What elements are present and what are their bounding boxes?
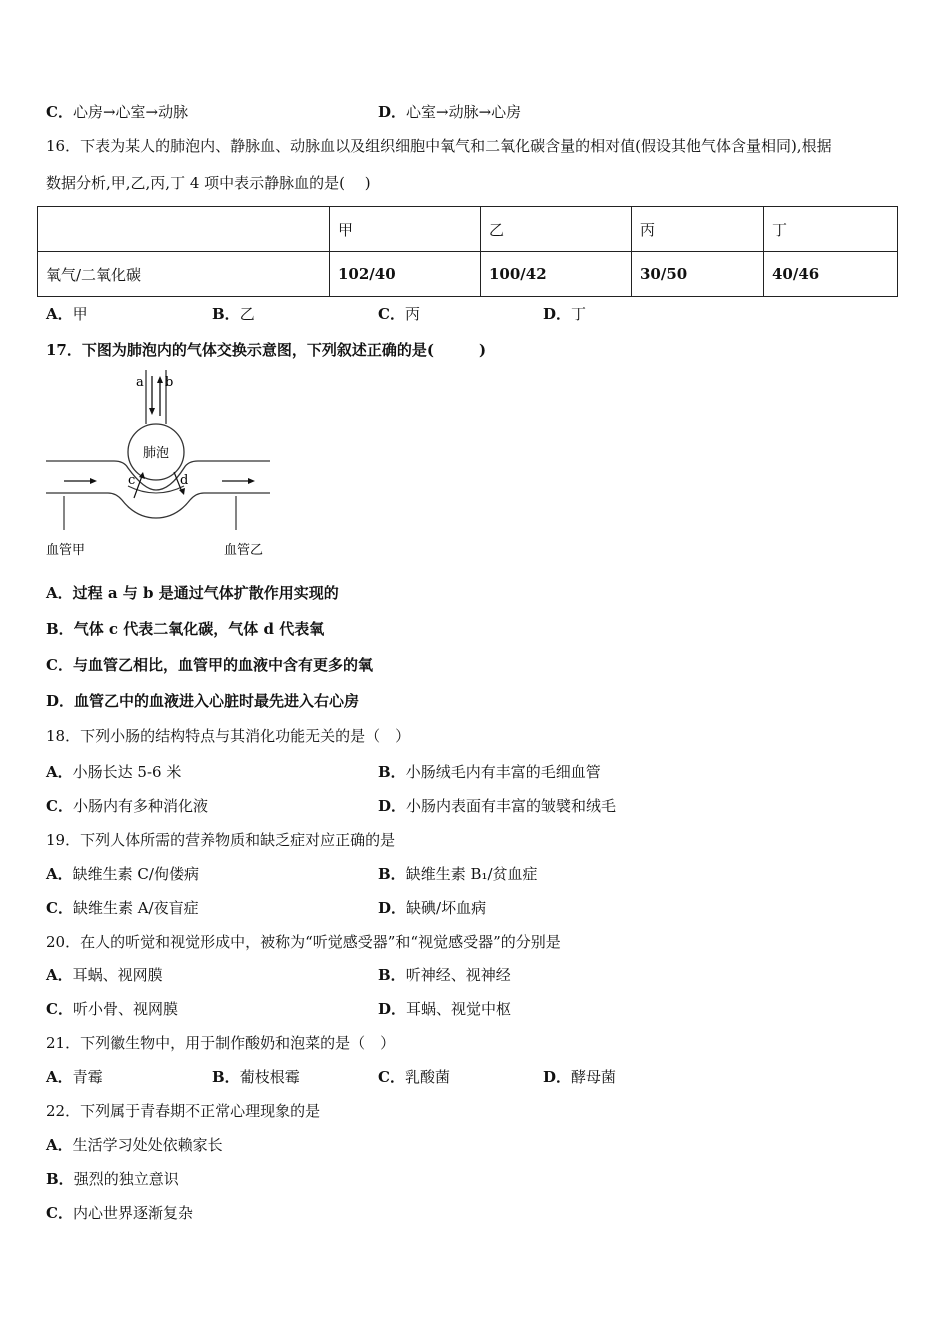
q19-option-a: A．缺维生素 C/佝偻病 [46, 865, 199, 883]
table-header-cell: 甲 [330, 207, 481, 252]
q21-option-b: B．葡枝根霉 [212, 1068, 300, 1086]
q20-option-c: C．听小骨、视网膜 [46, 1000, 178, 1018]
table-cell: 100/42 [481, 252, 632, 297]
q15-option-d: D．心室→动脉→心房 [378, 103, 522, 121]
q19-option-c: C．缺维生素 A/夜盲症 [46, 899, 199, 917]
alveolus-gas-exchange-diagram [44, 368, 284, 562]
table-header-cell: 乙 [481, 207, 632, 252]
q16-option-a: A．甲 [46, 305, 88, 323]
q22-option-c: C．内心世界逐渐复杂 [46, 1204, 193, 1222]
q17-option-d: D．血管乙中的血液进入心脏时最先进入右心房 [46, 692, 360, 710]
q16-option-d: D．丁 [543, 305, 587, 323]
table-cell: 40/46 [764, 252, 898, 297]
label-b: b [165, 375, 174, 390]
label-c: c [128, 473, 136, 488]
q15-option-c: C．心房→心室→动脉 [46, 103, 189, 121]
q21-stem: 21．下列徽生物中，用于制作酸奶和泡菜的是（ ） [46, 1034, 396, 1052]
table-cell: 30/50 [632, 252, 764, 297]
q18-option-d: D．小肠内表面有丰富的皱襞和绒毛 [378, 797, 617, 815]
vessel-left-label: 血管甲 [46, 543, 86, 558]
q20-option-a: A．耳蜗、视网膜 [46, 966, 163, 984]
q19-option-d: D．缺碘/坏血病 [378, 899, 487, 917]
q16-stem-line2: 数据分析,甲,乙,丙,丁 4 项中表示静脉血的是( ) [46, 174, 371, 192]
q21-option-d: D．酵母菌 [543, 1068, 617, 1086]
table-row [38, 252, 898, 297]
q20-option-b: B．听神经、视神经 [378, 966, 511, 984]
label-a: a [136, 375, 144, 390]
vessel-right-label: 血管乙 [224, 543, 264, 558]
q17-stem: 17．下图为肺泡内的气体交换示意图，下列叙述正确的是( ) [46, 341, 487, 359]
table-header-row [38, 207, 898, 252]
q21-option-c: C．乳酸菌 [378, 1068, 450, 1086]
table-header-cell: 丙 [632, 207, 764, 252]
q16-data-table [37, 206, 898, 297]
q16-option-c: C．丙 [378, 305, 420, 323]
q22-stem: 22．下列属于青春期不正常心理现象的是 [46, 1102, 321, 1120]
q17-option-b: B．气体 c 代表二氧化碳，气体 d 代表氧 [46, 620, 325, 638]
q18-option-b: B．小肠绒毛内有丰富的毛细血管 [378, 763, 601, 781]
label-d: d [180, 473, 189, 488]
table-header-cell [38, 207, 330, 252]
q17-option-a: A．过程 a 与 b 是通过气体扩散作用实现的 [46, 584, 339, 602]
q16-stem-line1: 16．下表为某人的肺泡内、静脉血、动脉血以及组织细胞中氧气和二氧化碳含量的相对值(假设其他气体含量相同),根据 [46, 137, 832, 155]
q22-option-a: A．生活学习处处依赖家长 [46, 1136, 223, 1154]
table-header-cell: 丁 [764, 207, 898, 252]
q19-stem: 19．下列人体所需的营养物质和缺乏症对应正确的是 [46, 831, 396, 849]
alveolus-label: 肺泡 [142, 446, 170, 461]
table-row-label: 氧气/二氧化碳 [38, 252, 330, 297]
q18-stem: 18．下列小肠的结构特点与其消化功能无关的是（ ） [46, 727, 411, 745]
q18-option-a: A．小肠长达 5-6 米 [46, 763, 182, 781]
q16-option-b: B．乙 [212, 305, 255, 323]
q22-option-b: B．强烈的独立意识 [46, 1170, 179, 1188]
q20-stem: 20．在人的听觉和视觉形成中，被称为“听觉感受器”和“视觉感受器”的分别是 [46, 933, 561, 951]
q19-option-b: B．缺维生素 B₁/贫血症 [378, 865, 538, 883]
table-cell: 102/40 [330, 252, 481, 297]
q20-option-d: D．耳蜗、视觉中枢 [378, 1000, 512, 1018]
q21-option-a: A．青霉 [46, 1068, 103, 1086]
q18-option-c: C．小肠内有多种消化液 [46, 797, 208, 815]
q17-option-c: C．与血管乙相比，血管甲的血液中含有更多的氧 [46, 656, 373, 674]
